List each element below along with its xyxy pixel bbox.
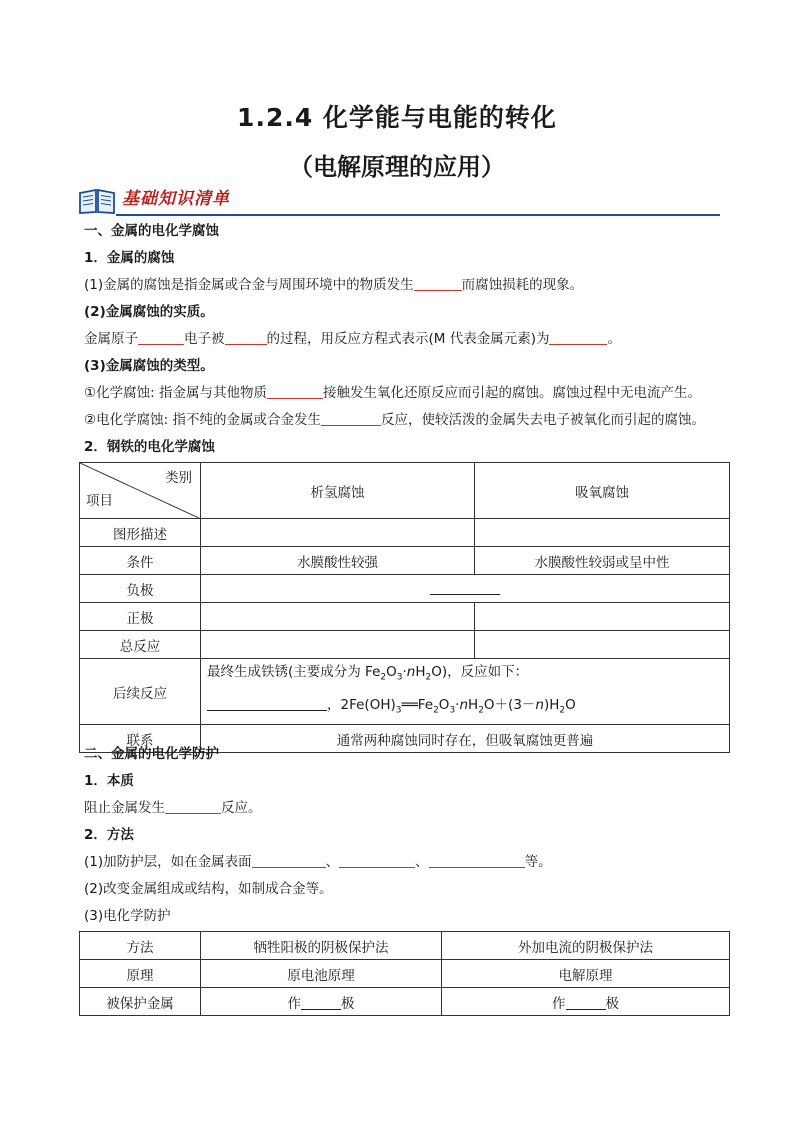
corner-label-item: 项目: [86, 493, 113, 509]
table-row: [80, 988, 730, 1016]
column-header-impressed: 外加电流的阴极保护法: [442, 932, 730, 960]
table-row: [80, 603, 730, 631]
text: 电子被: [184, 331, 225, 347]
column-header-sacrificial: 牺牲阳极的阴极保护法: [201, 932, 442, 960]
fill-blank[interactable]: [252, 854, 326, 868]
follow-up-cell: [201, 659, 730, 725]
text: 金属原子: [84, 331, 138, 347]
text: (1)金属的腐蚀是指金属或合金与周围环境中的物质发生: [84, 277, 414, 293]
section-heading-corrosion: 一、金属的电化学腐蚀: [84, 223, 219, 239]
fill-blank[interactable]: [566, 996, 606, 1010]
page-subtitle: （电解原理的应用）: [289, 153, 505, 181]
subheading-essence: 1．本质: [84, 773, 134, 789]
text: 的过程，用反应方程式表示(M 代表金属元素)为: [266, 331, 550, 347]
corner-label-category: 类别: [165, 470, 192, 486]
row-label-negative: 负极: [80, 575, 201, 603]
row-label-follow-up: 后续反应: [80, 659, 201, 725]
steel-corrosion-table: [79, 462, 730, 753]
paragraph-electrochemical-corrosion: [84, 408, 705, 428]
table-row: [80, 631, 730, 659]
follow-up-line-1: 最终生成铁锈(主要成分为 $Fe_2O_3\cdot nH_2O$)，反应如下：: [207, 664, 529, 683]
fill-blank[interactable]: [321, 412, 381, 426]
paragraph-protective-layer: (1)加防护层，如在金属表面 、 、 等。: [84, 854, 552, 870]
follow-up-line-2: ，$2Fe(OH)_3══Fe_2O_3\cdot nH_2O+(3-n)H_2O$: [207, 692, 729, 725]
paragraph-chemical-corrosion: [84, 381, 701, 401]
table-cell: [201, 519, 475, 547]
row-label-principle: 原理: [80, 960, 201, 988]
page-title: 1.2.4 化学能与电能的转化: [237, 103, 557, 132]
row-label-protected-metal: 被保护金属: [80, 988, 201, 1016]
fill-blank[interactable]: [429, 854, 525, 868]
fill-blank[interactable]: [267, 385, 323, 399]
section-banner-label: 基础知识清单: [122, 189, 230, 209]
subheading-corrosion-types: (3)金属腐蚀的类型。: [84, 358, 214, 374]
row-label-total-reaction: 总反应: [80, 631, 201, 659]
text: 。: [607, 331, 621, 347]
fill-blank[interactable]: [549, 331, 607, 345]
table-cell: [475, 603, 730, 631]
text: 而腐蚀损耗的现象。: [461, 277, 584, 293]
table-row: [80, 659, 730, 725]
table-row: [80, 519, 730, 547]
row-label-graph: 图形描述: [80, 519, 201, 547]
row-label-relation: 联系: [80, 725, 201, 753]
table-cell: 原电池原理: [201, 960, 442, 988]
subheading-metal-corrosion: 1．金属的腐蚀: [84, 250, 175, 266]
paragraph-corrosion-definition: [84, 273, 583, 293]
row-label-positive: 正极: [80, 603, 201, 631]
table-row: [80, 547, 730, 575]
table-row: [80, 960, 730, 988]
table-cell: 水膜酸性较弱或呈中性: [475, 547, 730, 575]
fill-blank[interactable]: [301, 996, 341, 1010]
text: 接触发生氧化还原反应而引起的腐蚀。腐蚀过程中无电流产生。: [322, 385, 701, 401]
protection-methods-table: [79, 931, 730, 1016]
fill-blank[interactable]: [430, 581, 500, 595]
table-cell: [475, 631, 730, 659]
fill-blank[interactable]: [207, 697, 327, 711]
column-header-hydrogen: 析氢腐蚀: [201, 463, 475, 519]
table-header-row: [80, 463, 730, 519]
table-cell: 作 极: [442, 988, 730, 1016]
paragraph-corrosion-essence: [84, 327, 621, 347]
text: 反应，使较活泼的金属失去电子被氧化而引起的腐蚀。: [380, 412, 705, 428]
table-row: [80, 575, 730, 603]
table-header-row: [80, 932, 730, 960]
text: ①化学腐蚀: 指金属与其他物质: [84, 385, 267, 401]
paragraph-alloy: (2)改变金属组成或结构，如制成合金等。: [84, 881, 333, 897]
open-book-icon: [78, 185, 116, 215]
table-cell: [201, 575, 730, 603]
table-corner-cell: [80, 463, 201, 519]
section-heading-protection: 二、金属的电化学防护: [84, 746, 219, 762]
table-cell: [201, 631, 475, 659]
subheading-corrosion-essence: (2)金属腐蚀的实质。: [84, 304, 214, 320]
subheading-steel-corrosion: 2．钢铁的电化学腐蚀: [84, 439, 215, 455]
table-cell: [475, 519, 730, 547]
fill-blank[interactable]: [414, 277, 462, 291]
table-cell: 通常两种腐蚀同时存在，但吸氧腐蚀更普遍: [201, 725, 730, 753]
table-cell: 电解原理: [442, 960, 730, 988]
fill-blank[interactable]: [225, 331, 267, 345]
table-cell: [201, 603, 475, 631]
fill-blank[interactable]: [165, 800, 221, 814]
banner-divider: [116, 214, 720, 216]
paragraph-electrochemical-protection: (3)电化学防护: [84, 908, 171, 924]
table-cell: 水膜酸性较强: [201, 547, 475, 575]
paragraph-protection-essence: 阻止金属发生 反应。: [84, 800, 262, 816]
column-header-method: 方法: [80, 932, 201, 960]
column-header-oxygen: 吸氧腐蚀: [475, 463, 730, 519]
fill-blank[interactable]: [339, 854, 415, 868]
fill-blank[interactable]: [138, 331, 184, 345]
row-label-condition: 条件: [80, 547, 201, 575]
table-cell: 作 极: [201, 988, 442, 1016]
text: ②电化学腐蚀: 指不纯的金属或合金发生: [84, 412, 321, 428]
subheading-methods: 2．方法: [84, 827, 134, 843]
